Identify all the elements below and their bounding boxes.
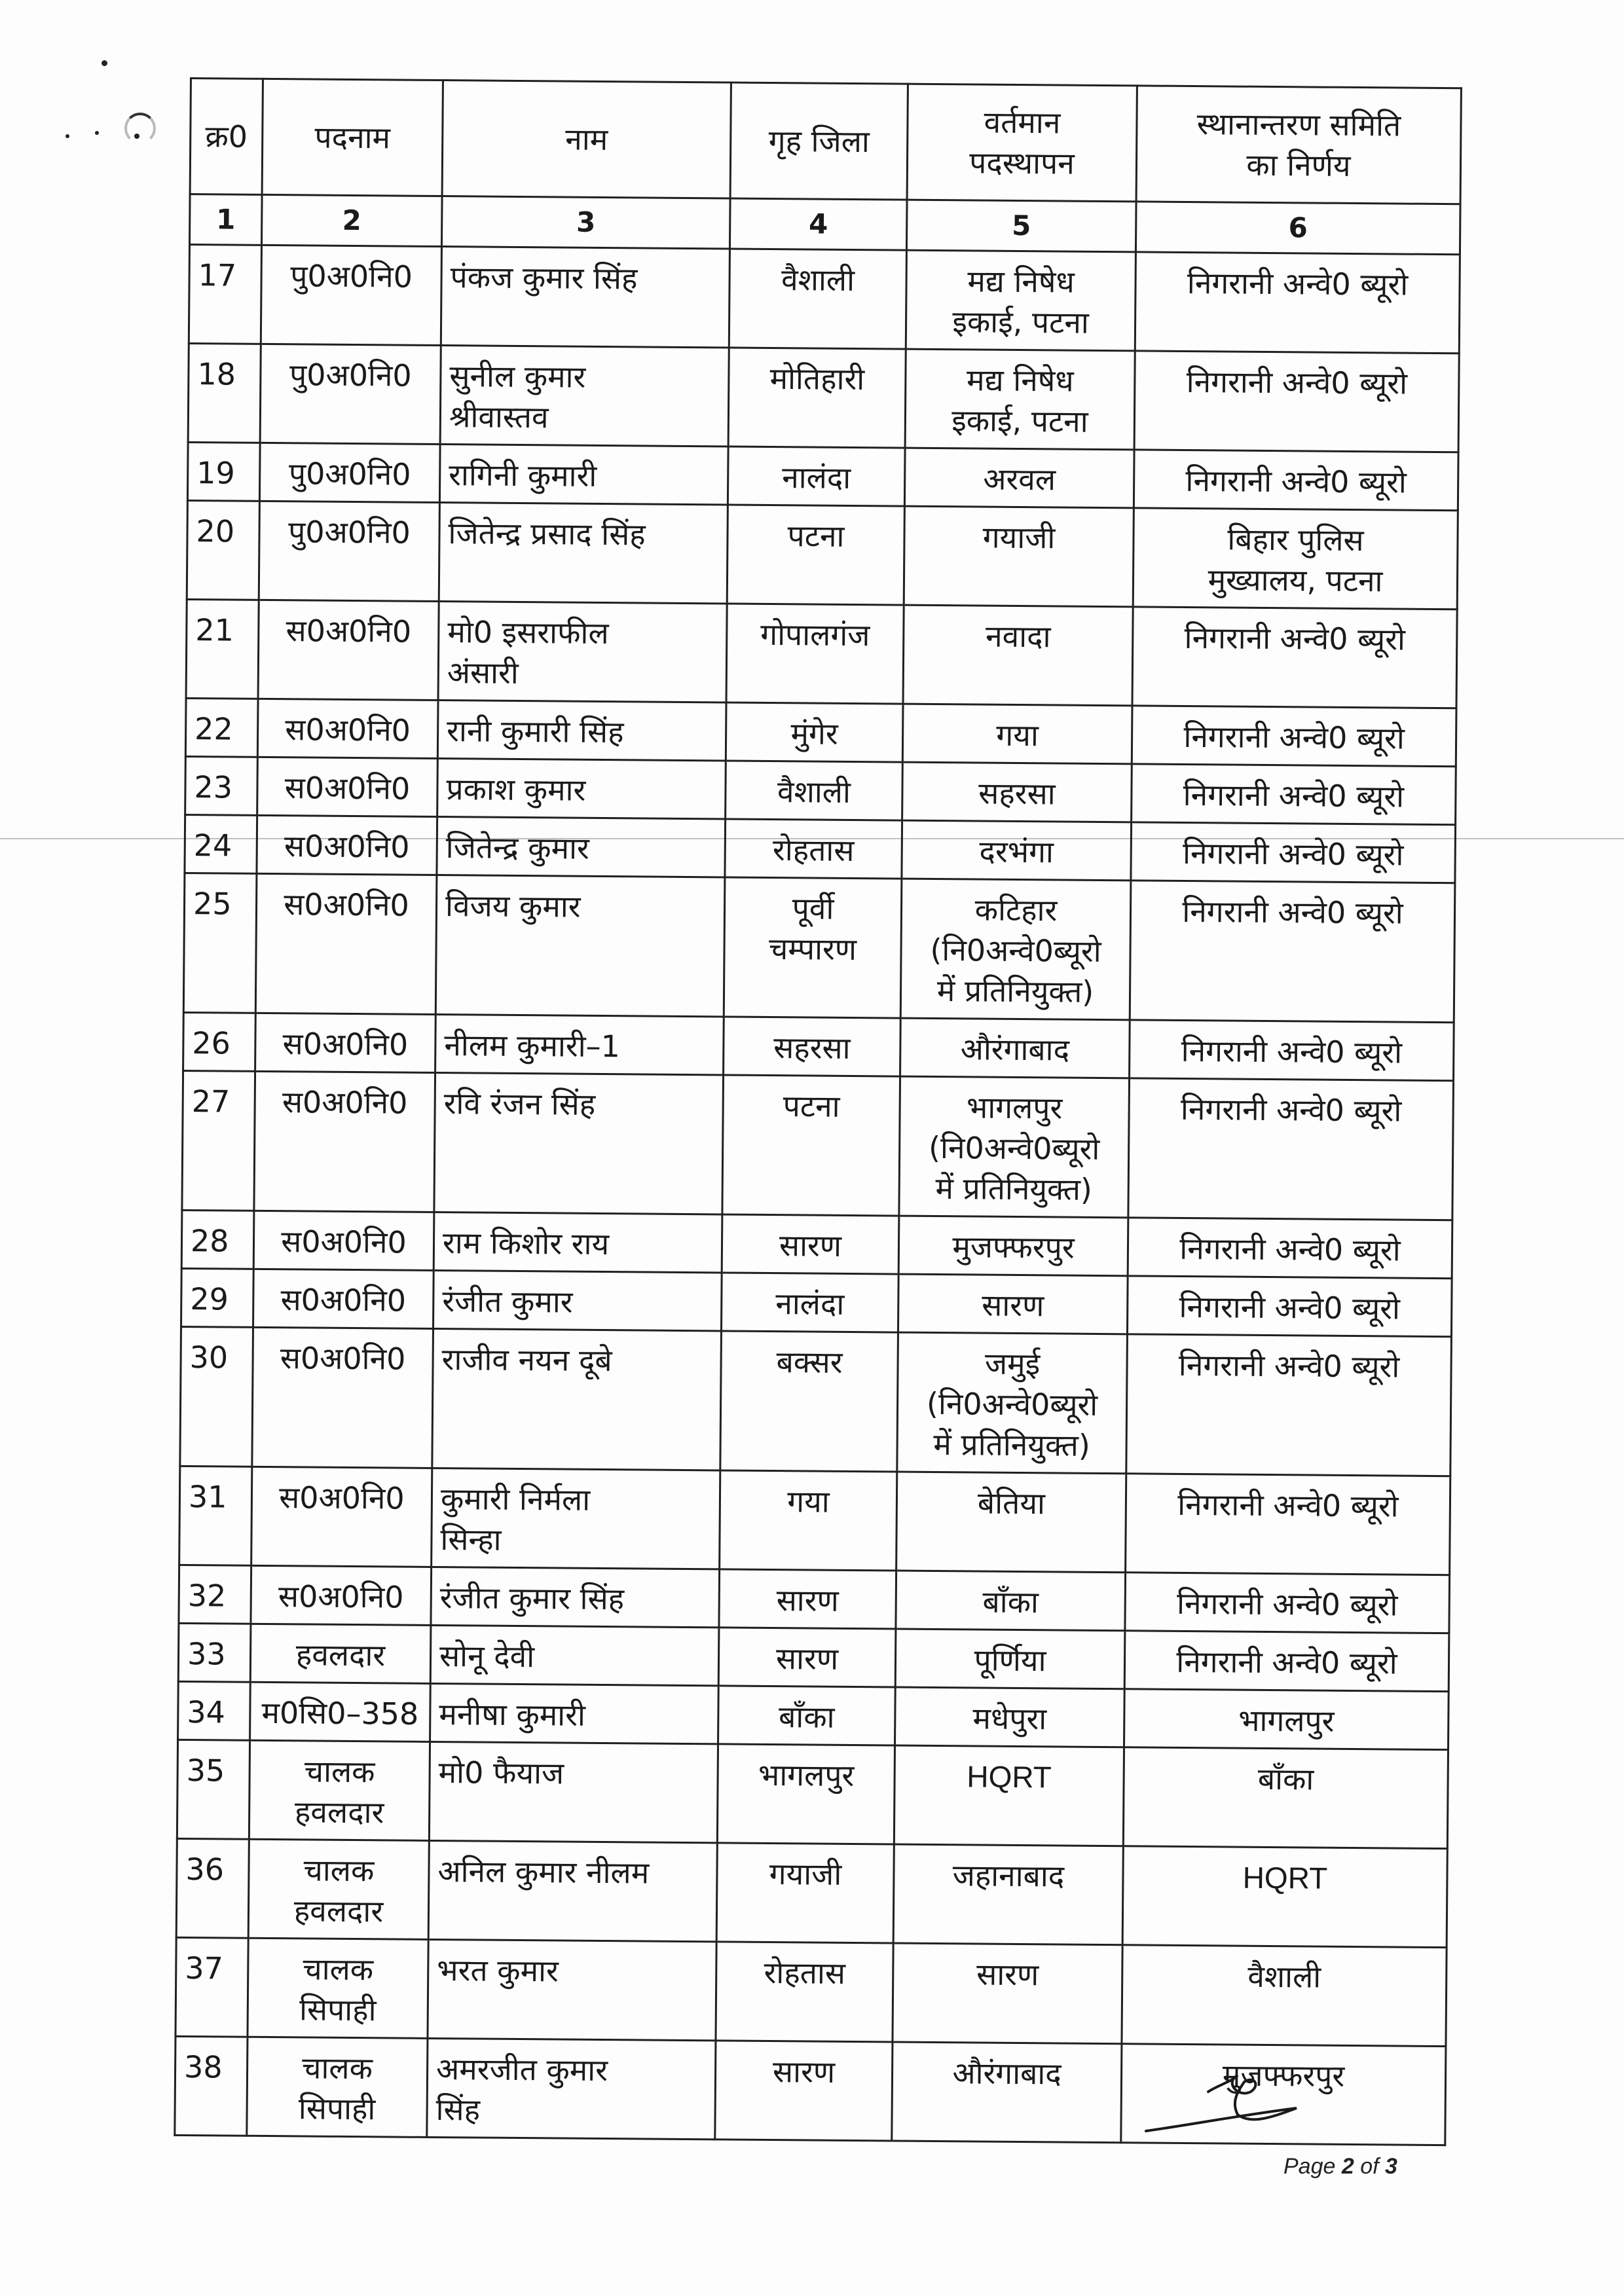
name-cell: अमरजीत कुमार सिंह — [427, 2038, 716, 2139]
committee-decision-cell: निगरानी अन्वे0 ब्यूरो — [1124, 1631, 1449, 1692]
scan-dot — [134, 134, 139, 139]
designation-cell: स0अ0नि0 — [254, 1071, 435, 1212]
committee-decision-cell: निगरानी अन्वे0 ब्यूरो — [1126, 1474, 1450, 1575]
name-cell: प्रकाश कुमार — [437, 759, 726, 819]
header-committee-decision: स्थानान्तरण समिति का निर्णय — [1136, 86, 1461, 204]
scan-dot — [95, 131, 99, 135]
designation-cell: चालक हवलदार — [248, 1839, 429, 1939]
column-number: 3 — [441, 196, 730, 249]
designation-cell: स0अ0नि0 — [257, 815, 437, 875]
name-cell: अनिल कुमार नीलम — [428, 1840, 717, 1941]
designation-cell: पु0अ0नि0 — [259, 501, 439, 601]
serial-cell: 35 — [177, 1740, 249, 1839]
home-district-cell: मोतिहारी — [728, 348, 906, 448]
designation-cell: चालक सिपाही — [247, 2037, 428, 2137]
serial-cell: 27 — [182, 1070, 255, 1211]
committee-decision-cell: निगरानी अन्वे0 ब्यूरो — [1134, 351, 1459, 452]
home-district-cell: सारण — [719, 1569, 896, 1629]
name-cell: राम किशोर राय — [434, 1212, 722, 1272]
current-posting-cell: कटिहार (नि0अन्वे0ब्यूरो में प्रतिनियुक्त) — [900, 879, 1131, 1020]
header-name: नाम — [442, 81, 731, 198]
serial-cell: 38 — [175, 2036, 248, 2136]
serial-cell: 32 — [179, 1565, 251, 1624]
table-body — [175, 245, 1460, 2145]
home-district-cell: सारण — [715, 2041, 893, 2141]
current-posting-cell: अरवल — [904, 448, 1134, 508]
designation-cell: पु0अ0नि0 — [259, 443, 440, 502]
table-row — [187, 500, 1458, 609]
home-district-cell: सहरसा — [724, 1017, 901, 1076]
table-row — [188, 343, 1459, 452]
table-row — [189, 245, 1460, 354]
home-district-cell: मुंगेर — [726, 702, 903, 762]
name-cell: रवि रंजन सिंह — [434, 1072, 724, 1214]
current-posting-cell: पूर्णिया — [895, 1629, 1125, 1689]
current-posting-cell: गयाजी — [904, 506, 1134, 607]
designation-cell: स0अ0नि0 — [255, 1013, 436, 1072]
header-home-district: गृह जिला — [730, 82, 908, 200]
serial-cell: 24 — [185, 814, 257, 873]
home-district-cell: भागलपुर — [717, 1744, 895, 1844]
committee-decision-cell: निगरानी अन्वे0 ब्यूरो — [1134, 450, 1458, 511]
current-posting-cell: औरंगाबाद — [900, 1018, 1130, 1078]
table-row — [185, 698, 1456, 766]
header-designation: पदनाम — [262, 79, 443, 196]
serial-cell: 22 — [185, 698, 258, 757]
column-number: 4 — [729, 198, 907, 250]
name-cell: पंकज कुमार सिंह — [441, 247, 729, 348]
serial-cell: 36 — [176, 1838, 249, 1938]
serial-cell: 33 — [178, 1623, 251, 1682]
home-district-cell: सारण — [722, 1214, 899, 1274]
page-number — [1283, 2154, 1397, 2179]
committee-decision-cell: निगरानी अन्वे0 ब्यूरो — [1126, 1334, 1452, 1476]
committee-decision-cell: निगरानी अन्वे0 ब्यूरो — [1132, 706, 1456, 767]
committee-decision-cell: निगरानी अन्वे0 ब्यूरो — [1132, 607, 1457, 708]
current-posting-cell: सहरसा — [902, 762, 1132, 822]
serial-cell: 23 — [185, 756, 258, 815]
name-cell: मनीषा कुमारी — [430, 1683, 719, 1743]
serial-cell: 20 — [187, 500, 259, 600]
home-district-cell: सारण — [718, 1628, 896, 1687]
name-cell: विजय कुमार — [435, 875, 725, 1016]
designation-cell: स0अ0नि0 — [252, 1327, 434, 1468]
committee-decision-cell: निगरानी अन्वे0 ब्यूरो — [1130, 881, 1455, 1023]
committee-decision-cell: वैशाली — [1122, 1945, 1447, 2047]
home-district-cell: पूर्वी चम्पारण — [724, 877, 902, 1018]
table-row — [180, 1326, 1452, 1476]
table-row — [187, 442, 1458, 510]
serial-cell: 26 — [183, 1012, 256, 1071]
table-row — [179, 1466, 1450, 1575]
page-current: 2 — [1341, 2154, 1354, 2179]
serial-cell: 30 — [180, 1326, 253, 1467]
name-cell: नीलम कुमारी–1 — [435, 1014, 724, 1074]
serial-cell: 17 — [189, 245, 261, 344]
designation-cell: हवलदार — [250, 1624, 431, 1683]
home-district-cell: पटना — [722, 1075, 900, 1216]
table-row — [179, 1565, 1450, 1633]
table-row — [177, 1740, 1448, 1848]
committee-decision-cell: निगरानी अन्वे0 ब्यूरो — [1128, 1078, 1454, 1220]
header-current-posting: वर्तमान पदस्थापन — [907, 84, 1137, 202]
name-cell: जितेन्द्र कुमार — [437, 817, 726, 877]
serial-cell: 28 — [181, 1210, 254, 1269]
serial-cell: 37 — [175, 1937, 248, 2037]
serial-cell: 19 — [187, 442, 260, 501]
home-district-cell: गया — [720, 1470, 897, 1571]
name-cell: रंजीत कुमार — [433, 1270, 722, 1330]
table-row — [178, 1623, 1449, 1691]
committee-decision-cell: निगरानी अन्वे0 ब्यूरो — [1131, 822, 1456, 883]
serial-cell: 21 — [186, 599, 259, 699]
column-number: 2 — [261, 194, 442, 246]
current-posting-cell: मद्य निषेध इकाई, पटना — [906, 250, 1135, 351]
signature — [1139, 2062, 1336, 2147]
current-posting-cell: जहानाबाद — [893, 1844, 1123, 1945]
serial-cell: 34 — [178, 1681, 251, 1740]
designation-cell: स0अ0नि0 — [255, 873, 437, 1014]
column-number: 1 — [189, 194, 262, 246]
home-district-cell: वैशाली — [729, 249, 906, 349]
designation-cell: स0अ0नि0 — [253, 1269, 434, 1328]
table-row — [185, 814, 1456, 883]
designation-cell: स0अ0नि0 — [251, 1565, 432, 1625]
current-posting-cell: बाँका — [896, 1571, 1126, 1631]
name-cell: भरत कुमार — [428, 1939, 716, 2040]
committee-decision-cell: मुजफ्फरपुर — [1121, 2044, 1446, 2145]
table-row — [176, 1838, 1447, 1947]
designation-cell: स0अ0नि0 — [257, 757, 438, 816]
home-district-cell: नालंदा — [721, 1273, 898, 1332]
current-posting-cell: औरंगाबाद — [892, 2042, 1122, 2143]
current-posting-cell: जमुई (नि0अन्वे0ब्यूरो में प्रतिनियुक्त) — [897, 1332, 1128, 1474]
designation-cell: स0अ0नि0 — [257, 699, 438, 758]
name-cell: रानी कुमारी सिंह — [437, 701, 726, 761]
designation-cell: चालक सिपाही — [248, 1938, 428, 2038]
name-cell: सोनू देवी — [430, 1625, 719, 1685]
scan-dot — [101, 60, 107, 66]
home-district-cell: बक्सर — [720, 1331, 898, 1472]
home-district-cell: पटना — [727, 505, 904, 605]
committee-decision-cell: निगरानी अन्वे0 ब्यूरो — [1135, 252, 1460, 354]
committee-decision-cell: निगरानी अन्वे0 ब्यूरो — [1130, 1020, 1454, 1081]
committee-decision-cell: निगरानी अन्वे0 ब्यूरो — [1125, 1573, 1450, 1633]
committee-decision-cell: निगरानी अन्वे0 ब्यूरो — [1127, 1276, 1452, 1337]
current-posting-cell: दरभंगा — [902, 820, 1132, 881]
name-cell: सुनील कुमार श्रीवास्तव — [440, 346, 729, 446]
committee-decision-cell: बाँका — [1123, 1747, 1448, 1849]
table-row — [182, 1070, 1454, 1220]
current-posting-cell: नवादा — [903, 605, 1133, 706]
serial-cell: 31 — [179, 1466, 252, 1565]
name-cell: रागिनी कुमारी — [439, 445, 728, 505]
table-row — [186, 599, 1457, 708]
page-of-label: of — [1360, 2154, 1379, 2179]
home-district-cell: नालंदा — [728, 446, 905, 506]
serial-cell: 25 — [183, 873, 257, 1013]
current-posting-cell: सारण — [898, 1274, 1128, 1334]
transfer-table — [174, 77, 1462, 2146]
committee-decision-cell: बिहार पुलिस मुख्यालय, पटना — [1133, 508, 1458, 610]
name-cell: राजीव नयन दूबे — [432, 1328, 722, 1470]
column-number: 6 — [1135, 202, 1460, 255]
serial-cell: 18 — [188, 343, 261, 443]
name-cell: मो0 इसराफील अंसारी — [438, 602, 727, 702]
committee-decision-cell: निगरानी अन्वे0 ब्यूरो — [1128, 1218, 1452, 1279]
current-posting-cell: भागलपुर (नि0अन्वे0ब्यूरो में प्रतिनियुक्त) — [899, 1076, 1130, 1218]
table-row — [183, 1012, 1454, 1080]
current-posting-cell: मधेपुरा — [895, 1687, 1125, 1747]
name-cell: मो0 फैयाज — [429, 1741, 718, 1842]
table-row — [185, 756, 1456, 824]
header-row — [190, 79, 1461, 204]
designation-cell: चालक हवलदार — [249, 1740, 430, 1840]
home-district-cell: रोहतास — [716, 1942, 893, 2042]
page-total: 3 — [1385, 2154, 1397, 2179]
current-posting-cell: बेतिया — [896, 1472, 1126, 1573]
home-district-cell: गयाजी — [716, 1843, 894, 1943]
home-district-cell: रोहतास — [725, 819, 902, 879]
current-posting-cell: गया — [902, 704, 1132, 764]
designation-cell: स0अ0नि0 — [251, 1467, 432, 1567]
table-row — [181, 1268, 1452, 1336]
home-district-cell: गोपालगंज — [726, 604, 904, 704]
designation-cell: स0अ0नि0 — [253, 1211, 434, 1270]
serial-cell: 29 — [181, 1268, 254, 1327]
current-posting-cell: मद्य निषेध इकाई, पटना — [905, 349, 1135, 450]
punch-hole-mark — [124, 113, 156, 144]
designation-cell: स0अ0नि0 — [258, 600, 439, 700]
designation-cell: पु0अ0नि0 — [260, 344, 441, 444]
page-label: Page — [1283, 2154, 1336, 2179]
current-posting-cell: सारण — [893, 1943, 1122, 2044]
table-row — [183, 873, 1455, 1022]
scan-dot — [65, 134, 69, 138]
header-serial: क्र0 — [190, 79, 263, 195]
home-district-cell: बाँका — [718, 1686, 896, 1745]
home-district-cell: वैशाली — [726, 761, 903, 820]
committee-decision-cell: HQRT — [1122, 1846, 1447, 1948]
table-row — [181, 1210, 1452, 1278]
name-cell: रंजीत कुमार सिंह — [431, 1567, 720, 1627]
committee-decision-cell: निगरानी अन्वे0 ब्यूरो — [1132, 764, 1456, 825]
current-posting-cell: HQRT — [894, 1745, 1124, 1846]
table-row — [175, 1937, 1447, 2046]
table-row — [178, 1681, 1449, 1749]
designation-cell: पु0अ0नि0 — [261, 245, 441, 345]
name-cell: कुमारी निर्मला सिन्हा — [432, 1468, 720, 1569]
name-cell: जितेन्द्र प्रसाद सिंह — [439, 503, 728, 604]
column-number: 5 — [906, 200, 1136, 252]
designation-cell: म0सि0–358 — [250, 1682, 431, 1741]
current-posting-cell: मुजफ्फरपुर — [898, 1216, 1128, 1276]
committee-decision-cell: भागलपुर — [1124, 1689, 1449, 1750]
